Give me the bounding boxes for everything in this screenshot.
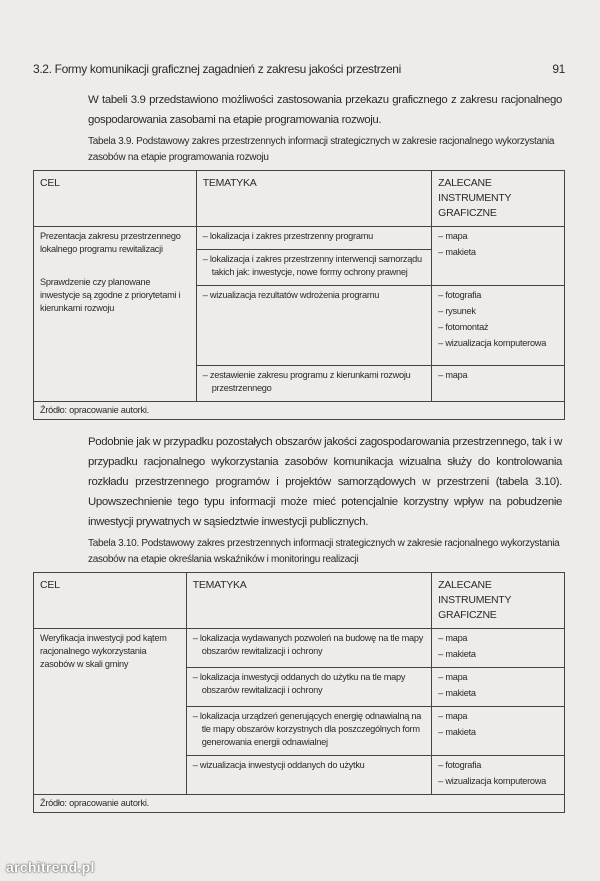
- paragraph-1: W tabeli 3.9 przedstawiono możliwości zastosowania przekazu graficznego z zakresu racjonalnego gospodarowania zasobami na etapie programowania rozwoju.: [88, 94, 562, 126]
- instrument-item: – makieta: [438, 246, 558, 259]
- instrument-item: – wizualizacja komputerowa: [438, 337, 558, 350]
- cel-text: Prezentacja zakresu przestrzennego lokalnego programu rewitalizacji: [40, 231, 181, 254]
- table-row: [34, 629, 565, 668]
- instrument-item: – mapa: [438, 230, 558, 243]
- instrument-item: – fotografia: [438, 759, 558, 772]
- instrument-item: – mapa: [438, 369, 558, 382]
- instrument-item: – fotomontaż: [438, 321, 558, 334]
- instrument-item: – mapa: [438, 710, 558, 723]
- instrument-item: – makieta: [438, 648, 558, 661]
- table-source-row: [34, 402, 565, 420]
- instrument-item: – wizualizacja komputerowa: [438, 775, 558, 788]
- instrument-item: – mapa: [438, 671, 558, 684]
- header-cel: CEL: [34, 573, 187, 629]
- watermark: architrend.pl: [6, 859, 95, 875]
- tematyka-item: – lokalizacja inwestycji oddanych do użytku na tle mapy obszarów rewitalizacji i ochrony: [193, 671, 425, 697]
- cel-cell: [34, 227, 197, 402]
- page-content: [33, 62, 565, 813]
- paragraph-2: Podobnie jak w przypadku pozostałych obszarów jakości zagospodarowania przestrzennego, tak i w przypadku racjonalnego wykorzystania zasobów komunikacja wizualna służy do kontrolowania rozkładu przestrzennego programów i projektów samorządowych w przestrzeni (tabela 3.10). Upowszechnienie tego typu informacji może mieć potencjalnie korzystny wpływ na pobudzenie inwestycji prywatnych w sąsiedztwie inwestycji publicznych.: [88, 436, 562, 528]
- tematyka-item: – lokalizacja i zakres przestrzenny interwencji samorządu takich jak: inwestycje, nowe formy ochrony prawnej: [203, 253, 425, 279]
- tematyka-item: – wizualizacja inwestycji oddanych do użytku: [193, 759, 425, 772]
- instrument-item: – mapa: [438, 632, 558, 645]
- cel-cell: Weryfikacja inwestycji pod kątem racjonalnego wykorzystania zasobów w skali gminy: [34, 629, 187, 795]
- instrument-item: – rysunek: [438, 305, 558, 318]
- page-number: 91: [552, 62, 565, 76]
- table-source: Źródło: opracowanie autorki.: [34, 795, 565, 813]
- cel-text: Sprawdzenie czy planowane inwestycje są zgodne z priorytetami i kierunkami rozwoju: [40, 277, 181, 313]
- table-row: [34, 227, 565, 250]
- header-tematyka: TEMATYKA: [186, 573, 431, 629]
- tematyka-item: – wizualizacja rezultatów wdrożenia programu: [203, 289, 425, 302]
- table-header-row: [34, 171, 565, 227]
- header-instrumenty: ZALECANE INSTRUMENTY GRAFICZNE: [432, 573, 565, 629]
- table-header-row: [34, 573, 565, 629]
- table-source-row: [34, 795, 565, 813]
- tematyka-item: – zestawienie zakresu programu z kierunkami rozwoju przestrzennego: [203, 369, 425, 395]
- running-header: [33, 62, 565, 77]
- table-1-caption: Tabela 3.9. Podstawowy zakres przestrzennych informacji strategicznych w zakresie racjonalnego wykorzystania zasobów na etapie programowania rozwoju: [88, 136, 555, 163]
- instrument-item: – makieta: [438, 687, 558, 700]
- table-source: Źródło: opracowanie autorki.: [34, 402, 565, 420]
- instrument-item: – makieta: [438, 726, 558, 739]
- header-instrumenty: ZALECANE INSTRUMENTY GRAFICZNE: [432, 171, 565, 227]
- tematyka-item: – lokalizacja wydawanych pozwoleń na budowę na tle mapy obszarów rewitalizacji i ochrony: [193, 632, 425, 658]
- table-2: [33, 572, 565, 813]
- table-1: [33, 170, 565, 420]
- instrument-item: – fotografia: [438, 289, 558, 302]
- header-tematyka: TEMATYKA: [196, 171, 431, 227]
- tematyka-item: – lokalizacja i zakres przestrzenny programu: [203, 230, 425, 243]
- section-title: 3.2. Formy komunikacji graficznej zagadnień z zakresu jakości przestrzeni: [33, 62, 401, 76]
- table-2-caption: Tabela 3.10. Podstawowy zakres przestrzennych informacji strategicznych w zakresie racjonalnego wykorzystania zasobów na etapie określania wskaźników i monitoringu realizacji: [88, 538, 560, 565]
- tematyka-item: – lokalizacja urządzeń generujących energię odnawialną na tle mapy obszarów korzystnych dla poszczególnych form generowania energii odnawialnej: [193, 710, 425, 749]
- header-cel: CEL: [34, 171, 197, 227]
